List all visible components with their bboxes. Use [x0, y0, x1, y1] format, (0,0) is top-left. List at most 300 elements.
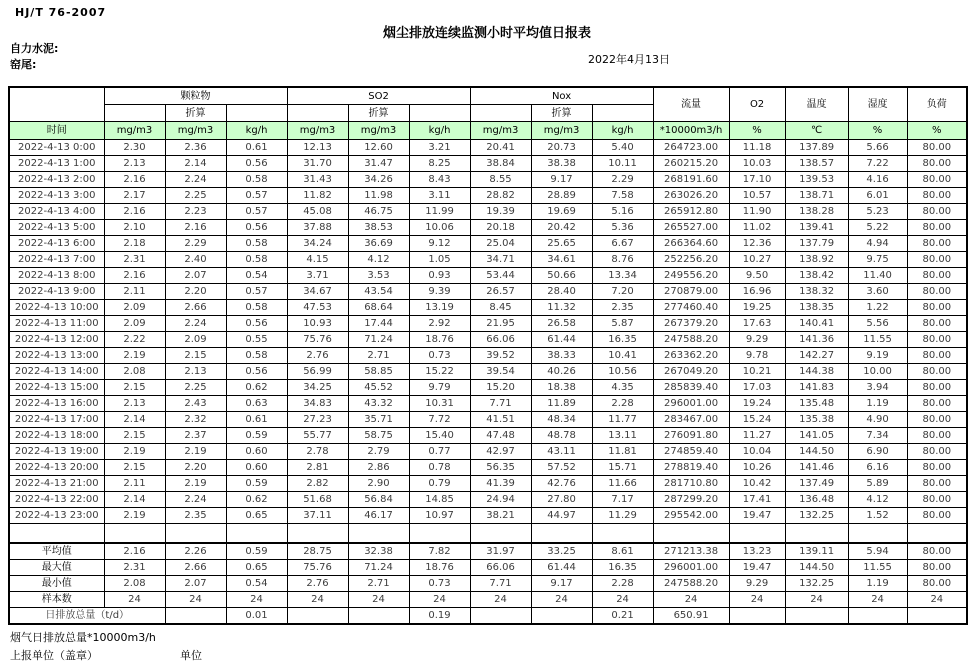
value-cell: 47.53 [287, 300, 348, 316]
value-cell: 38.38 [531, 156, 592, 172]
value-cell: 0.58 [226, 348, 287, 364]
value-cell: 11.77 [592, 412, 653, 428]
value-cell: 0.62 [226, 380, 287, 396]
value-cell: 2.37 [165, 428, 226, 444]
value-cell: 31.47 [348, 156, 409, 172]
value-cell: 2.19 [104, 348, 165, 364]
value-cell: 80.00 [907, 348, 967, 364]
value-cell: 2.16 [104, 268, 165, 284]
value-cell: 0.61 [226, 412, 287, 428]
summary-value-cell: 24 [348, 592, 409, 608]
value-cell: 0.61 [226, 140, 287, 156]
value-cell: 2.07 [165, 268, 226, 284]
summary-value-cell: 1.19 [848, 576, 907, 592]
value-cell: 10.42 [729, 476, 785, 492]
summary-value-cell: 24 [104, 592, 165, 608]
value-cell: 0.55 [226, 332, 287, 348]
value-cell: 51.68 [287, 492, 348, 508]
value-cell: 34.71 [470, 252, 531, 268]
summary-value-cell: 2.08 [104, 576, 165, 592]
value-cell: 2.25 [165, 188, 226, 204]
value-cell: 2.11 [104, 284, 165, 300]
spacer-row [9, 524, 967, 544]
value-cell: 0.58 [226, 300, 287, 316]
time-cell: 2022-4-13 19:00 [9, 444, 104, 460]
value-cell: 27.23 [287, 412, 348, 428]
daily-total-cell [531, 608, 592, 625]
summary-value-cell: 33.25 [531, 543, 592, 560]
value-cell: 0.78 [409, 460, 470, 476]
summary-value-cell: 24 [592, 592, 653, 608]
value-cell: 2.09 [104, 300, 165, 316]
value-cell: 31.70 [287, 156, 348, 172]
standard-number: HJ/T 76-2007 [15, 6, 107, 19]
value-cell: 25.65 [531, 236, 592, 252]
value-cell: 0.58 [226, 172, 287, 188]
value-cell: 11.18 [729, 140, 785, 156]
value-cell: 17.41 [729, 492, 785, 508]
value-cell: 7.71 [470, 396, 531, 412]
time-cell: 2022-4-13 8:00 [9, 268, 104, 284]
value-cell: 8.25 [409, 156, 470, 172]
value-cell: 28.40 [531, 284, 592, 300]
value-cell: 7.22 [848, 156, 907, 172]
value-cell: 138.28 [785, 204, 848, 220]
daily-total-cell [165, 608, 226, 625]
value-cell: 2.09 [104, 316, 165, 332]
value-cell: 141.46 [785, 460, 848, 476]
time-cell: 2022-4-13 18:00 [9, 428, 104, 444]
value-cell: 13.19 [409, 300, 470, 316]
value-cell: 10.93 [287, 316, 348, 332]
time-cell: 2022-4-13 5:00 [9, 220, 104, 236]
value-cell: 2.78 [287, 444, 348, 460]
value-cell: 71.24 [348, 332, 409, 348]
value-cell: 7.58 [592, 188, 653, 204]
value-cell: 5.87 [592, 316, 653, 332]
header-row-units [9, 122, 967, 140]
value-cell: 11.89 [531, 396, 592, 412]
value-cell: 11.81 [592, 444, 653, 460]
value-cell: 19.25 [729, 300, 785, 316]
daily-total-cell [848, 608, 907, 625]
value-cell: 2.82 [287, 476, 348, 492]
daily-total-cell: 0.19 [409, 608, 470, 625]
summary-value-cell: 2.66 [165, 560, 226, 576]
value-cell: 9.79 [409, 380, 470, 396]
value-cell: 278819.40 [653, 460, 729, 476]
value-cell: 80.00 [907, 204, 967, 220]
value-cell: 2.35 [592, 300, 653, 316]
summary-row [9, 592, 967, 608]
unit-cell: kg/h [592, 122, 653, 140]
value-cell: 2.23 [165, 204, 226, 220]
table-row [9, 364, 967, 380]
value-cell: 2.40 [165, 252, 226, 268]
value-cell: 28.82 [470, 188, 531, 204]
daily-total-label: 日排放总量（t/d） [9, 608, 165, 625]
summary-value-cell: 9.29 [729, 576, 785, 592]
summary-value-cell: 71.24 [348, 560, 409, 576]
time-cell: 2022-4-13 3:00 [9, 188, 104, 204]
value-cell: 138.57 [785, 156, 848, 172]
table-row [9, 348, 967, 364]
value-cell: 11.02 [729, 220, 785, 236]
value-cell: 41.51 [470, 412, 531, 428]
summary-value-cell: 80.00 [907, 560, 967, 576]
value-cell: 8.76 [592, 252, 653, 268]
value-cell: 45.08 [287, 204, 348, 220]
value-cell: 135.38 [785, 412, 848, 428]
value-cell: 55.77 [287, 428, 348, 444]
value-cell: 0.73 [409, 348, 470, 364]
group-header-nox: Nox [470, 87, 653, 105]
summary-value-cell: 144.50 [785, 560, 848, 576]
value-cell: 2.13 [104, 156, 165, 172]
table-row [9, 380, 967, 396]
time-cell: 2022-4-13 6:00 [9, 236, 104, 252]
value-cell: 9.17 [531, 172, 592, 188]
value-cell: 140.41 [785, 316, 848, 332]
summary-value-cell: 2.26 [165, 543, 226, 560]
group-header-so2: SO2 [287, 87, 470, 105]
summary-value-cell: 24 [653, 592, 729, 608]
value-cell: 3.11 [409, 188, 470, 204]
summary-label: 样本数 [9, 592, 104, 608]
value-cell: 11.29 [592, 508, 653, 524]
value-cell: 61.44 [531, 332, 592, 348]
reporting-unit-label: 上报单位（盖章） [10, 649, 98, 662]
value-cell: 0.56 [226, 316, 287, 332]
value-cell: 19.69 [531, 204, 592, 220]
value-cell: 80.00 [907, 444, 967, 460]
summary-value-cell: 66.06 [470, 560, 531, 576]
value-cell: 47.48 [470, 428, 531, 444]
time-cell: 2022-4-13 15:00 [9, 380, 104, 396]
unit-cell: mg/m3 [287, 122, 348, 140]
value-cell: 5.66 [848, 140, 907, 156]
value-cell: 2.81 [287, 460, 348, 476]
time-cell: 2022-4-13 4:00 [9, 204, 104, 220]
value-cell: 1.05 [409, 252, 470, 268]
value-cell: 58.75 [348, 428, 409, 444]
value-cell: 43.11 [531, 444, 592, 460]
value-cell: 4.90 [848, 412, 907, 428]
summary-value-cell: 24 [848, 592, 907, 608]
unit-label: 单位 [180, 649, 202, 662]
summary-value-cell: 2.76 [287, 576, 348, 592]
value-cell: 0.59 [226, 428, 287, 444]
value-cell: 3.71 [287, 268, 348, 284]
value-cell: 53.44 [470, 268, 531, 284]
value-cell: 13.11 [592, 428, 653, 444]
daily-total-cell [470, 608, 531, 625]
value-cell: 0.63 [226, 396, 287, 412]
summary-value-cell: 24 [287, 592, 348, 608]
daily-total-cell: 0.01 [226, 608, 287, 625]
value-cell: 11.66 [592, 476, 653, 492]
value-cell: 25.04 [470, 236, 531, 252]
time-cell: 2022-4-13 11:00 [9, 316, 104, 332]
value-cell: 42.76 [531, 476, 592, 492]
value-cell: 17.63 [729, 316, 785, 332]
value-cell: 268191.60 [653, 172, 729, 188]
summary-value-cell: 80.00 [907, 543, 967, 560]
value-cell: 12.36 [729, 236, 785, 252]
summary-value-cell: 7.82 [409, 543, 470, 560]
value-cell: 6.67 [592, 236, 653, 252]
value-cell: 266364.60 [653, 236, 729, 252]
value-cell: 2.16 [104, 204, 165, 220]
unit-cell: mg/m3 [104, 122, 165, 140]
value-cell: 9.39 [409, 284, 470, 300]
value-cell: 80.00 [907, 252, 967, 268]
summary-row [9, 543, 967, 560]
value-cell: 9.29 [729, 332, 785, 348]
value-cell: 34.26 [348, 172, 409, 188]
value-cell: 2.13 [104, 396, 165, 412]
value-cell: 2.29 [592, 172, 653, 188]
value-cell: 80.00 [907, 428, 967, 444]
value-cell: 2.19 [165, 476, 226, 492]
value-cell: 0.57 [226, 188, 287, 204]
unit-cell: ℃ [785, 122, 848, 140]
value-cell: 2.10 [104, 220, 165, 236]
summary-value-cell: 61.44 [531, 560, 592, 576]
converted-header-nox: 折算 [531, 105, 592, 122]
value-cell: 11.55 [848, 332, 907, 348]
value-cell: 249556.20 [653, 268, 729, 284]
summary-value-cell: 139.11 [785, 543, 848, 560]
value-cell: 141.83 [785, 380, 848, 396]
summary-value-cell: 2.31 [104, 560, 165, 576]
value-cell: 13.34 [592, 268, 653, 284]
unit-cell: % [907, 122, 967, 140]
value-cell: 0.60 [226, 460, 287, 476]
table-row [9, 444, 967, 460]
value-cell: 9.75 [848, 252, 907, 268]
time-cell: 2022-4-13 22:00 [9, 492, 104, 508]
summary-value-cell: 11.55 [848, 560, 907, 576]
unit-cell: kg/h [226, 122, 287, 140]
value-cell: 28.89 [531, 188, 592, 204]
value-cell: 139.41 [785, 220, 848, 236]
value-cell: 20.18 [470, 220, 531, 236]
time-cell: 2022-4-13 10:00 [9, 300, 104, 316]
value-cell: 11.40 [848, 268, 907, 284]
summary-value-cell: 8.61 [592, 543, 653, 560]
value-cell: 2.20 [165, 284, 226, 300]
time-cell: 2022-4-13 23:00 [9, 508, 104, 524]
table-row [9, 284, 967, 300]
value-cell: 274859.40 [653, 444, 729, 460]
summary-value-cell: 18.76 [409, 560, 470, 576]
summary-row [9, 576, 967, 592]
table-row [9, 476, 967, 492]
value-cell: 141.36 [785, 332, 848, 348]
table-row [9, 172, 967, 188]
value-cell: 20.41 [470, 140, 531, 156]
location-label: 窑尾: [10, 58, 37, 71]
value-cell: 2.19 [165, 444, 226, 460]
value-cell: 141.05 [785, 428, 848, 444]
value-cell: 0.79 [409, 476, 470, 492]
value-cell: 0.57 [226, 284, 287, 300]
unit-cell: *10000m3/h [653, 122, 729, 140]
table-row [9, 412, 967, 428]
value-cell: 8.45 [470, 300, 531, 316]
daily-total-cell [348, 608, 409, 625]
table-row [9, 204, 967, 220]
value-cell: 9.19 [848, 348, 907, 364]
value-cell: 66.06 [470, 332, 531, 348]
converted-header-so2: 折算 [348, 105, 409, 122]
table-row [9, 316, 967, 332]
value-cell: 2.79 [348, 444, 409, 460]
summary-value-cell: 32.38 [348, 543, 409, 560]
value-cell: 36.69 [348, 236, 409, 252]
value-cell: 50.66 [531, 268, 592, 284]
value-cell: 34.67 [287, 284, 348, 300]
value-cell: 80.00 [907, 412, 967, 428]
header-row-groups [9, 87, 967, 105]
table-row [9, 252, 967, 268]
summary-value-cell: 16.35 [592, 560, 653, 576]
value-cell: 2.18 [104, 236, 165, 252]
value-cell: 40.26 [531, 364, 592, 380]
summary-value-cell: 13.23 [729, 543, 785, 560]
table-row [9, 428, 967, 444]
value-cell: 0.58 [226, 252, 287, 268]
value-cell: 34.24 [287, 236, 348, 252]
table-row [9, 492, 967, 508]
value-cell: 80.00 [907, 300, 967, 316]
report-date: 2022年4月13日 [588, 53, 670, 66]
value-cell: 14.85 [409, 492, 470, 508]
value-cell: 11.90 [729, 204, 785, 220]
value-cell: 19.24 [729, 396, 785, 412]
value-cell: 0.56 [226, 364, 287, 380]
value-cell: 2.24 [165, 316, 226, 332]
value-cell: 58.85 [348, 364, 409, 380]
time-cell: 2022-4-13 14:00 [9, 364, 104, 380]
value-cell: 80.00 [907, 492, 967, 508]
value-cell: 11.27 [729, 428, 785, 444]
flue-gas-total-note: 烟气日排放总量*10000m3/h [10, 631, 156, 644]
summary-value-cell: 28.75 [287, 543, 348, 560]
value-cell: 2.25 [165, 380, 226, 396]
value-cell: 132.25 [785, 508, 848, 524]
table-row [9, 300, 967, 316]
value-cell: 2.92 [409, 316, 470, 332]
daily-total-cell: 650.91 [653, 608, 729, 625]
summary-rows [9, 543, 967, 608]
group-header-load: 负荷 [907, 87, 967, 122]
value-cell: 135.48 [785, 396, 848, 412]
value-cell: 38.53 [348, 220, 409, 236]
summary-value-cell: 132.25 [785, 576, 848, 592]
value-cell: 7.17 [592, 492, 653, 508]
value-cell: 68.64 [348, 300, 409, 316]
table-row [9, 460, 967, 476]
value-cell: 2.20 [165, 460, 226, 476]
value-cell: 2.15 [165, 348, 226, 364]
time-cell: 2022-4-13 7:00 [9, 252, 104, 268]
unit-cell: mg/m3 [165, 122, 226, 140]
value-cell: 265912.80 [653, 204, 729, 220]
table-row [9, 508, 967, 524]
time-header: 时间 [9, 122, 104, 140]
value-cell: 80.00 [907, 364, 967, 380]
table-row [9, 396, 967, 412]
value-cell: 0.56 [226, 220, 287, 236]
value-cell: 2.66 [165, 300, 226, 316]
value-cell: 17.44 [348, 316, 409, 332]
value-cell: 48.78 [531, 428, 592, 444]
value-cell: 27.80 [531, 492, 592, 508]
daily-total-cell: 0.21 [592, 608, 653, 625]
value-cell: 10.41 [592, 348, 653, 364]
summary-value-cell: 0.73 [409, 576, 470, 592]
value-cell: 2.22 [104, 332, 165, 348]
value-cell: 26.57 [470, 284, 531, 300]
value-cell: 80.00 [907, 236, 967, 252]
value-cell: 295542.00 [653, 508, 729, 524]
value-cell: 2.16 [104, 172, 165, 188]
value-cell: 9.12 [409, 236, 470, 252]
value-cell: 260215.20 [653, 156, 729, 172]
value-cell: 264723.00 [653, 140, 729, 156]
value-cell: 2.14 [104, 412, 165, 428]
summary-value-cell: 24 [226, 592, 287, 608]
value-cell: 39.54 [470, 364, 531, 380]
unit-cell: % [848, 122, 907, 140]
value-cell: 4.16 [848, 172, 907, 188]
page-title: 烟尘排放连续监测小时平均值日报表 [382, 26, 591, 41]
value-cell: 4.15 [287, 252, 348, 268]
value-cell: 138.71 [785, 188, 848, 204]
time-cell: 2022-4-13 20:00 [9, 460, 104, 476]
value-cell: 138.92 [785, 252, 848, 268]
value-cell: 10.04 [729, 444, 785, 460]
value-cell: 2.71 [348, 348, 409, 364]
summary-value-cell: 24 [785, 592, 848, 608]
value-cell: 4.12 [848, 492, 907, 508]
value-cell: 10.11 [592, 156, 653, 172]
value-cell: 10.57 [729, 188, 785, 204]
value-cell: 2.08 [104, 364, 165, 380]
value-cell: 43.32 [348, 396, 409, 412]
value-cell: 15.20 [470, 380, 531, 396]
value-cell: 5.36 [592, 220, 653, 236]
unit-cell: mg/m3 [470, 122, 531, 140]
value-cell: 2.30 [104, 140, 165, 156]
value-cell: 80.00 [907, 188, 967, 204]
value-cell: 19.47 [729, 508, 785, 524]
value-cell: 45.52 [348, 380, 409, 396]
value-cell: 2.24 [165, 492, 226, 508]
group-header-o2: O2 [729, 87, 785, 122]
value-cell: 10.06 [409, 220, 470, 236]
group-header-humidity: 湿度 [848, 87, 907, 122]
summary-value-cell: 271213.38 [653, 543, 729, 560]
value-cell: 15.40 [409, 428, 470, 444]
daily-total-cell [785, 608, 848, 625]
value-cell: 16.96 [729, 284, 785, 300]
value-cell: 0.62 [226, 492, 287, 508]
summary-label: 最小值 [9, 576, 104, 592]
total-row-body [9, 608, 967, 625]
